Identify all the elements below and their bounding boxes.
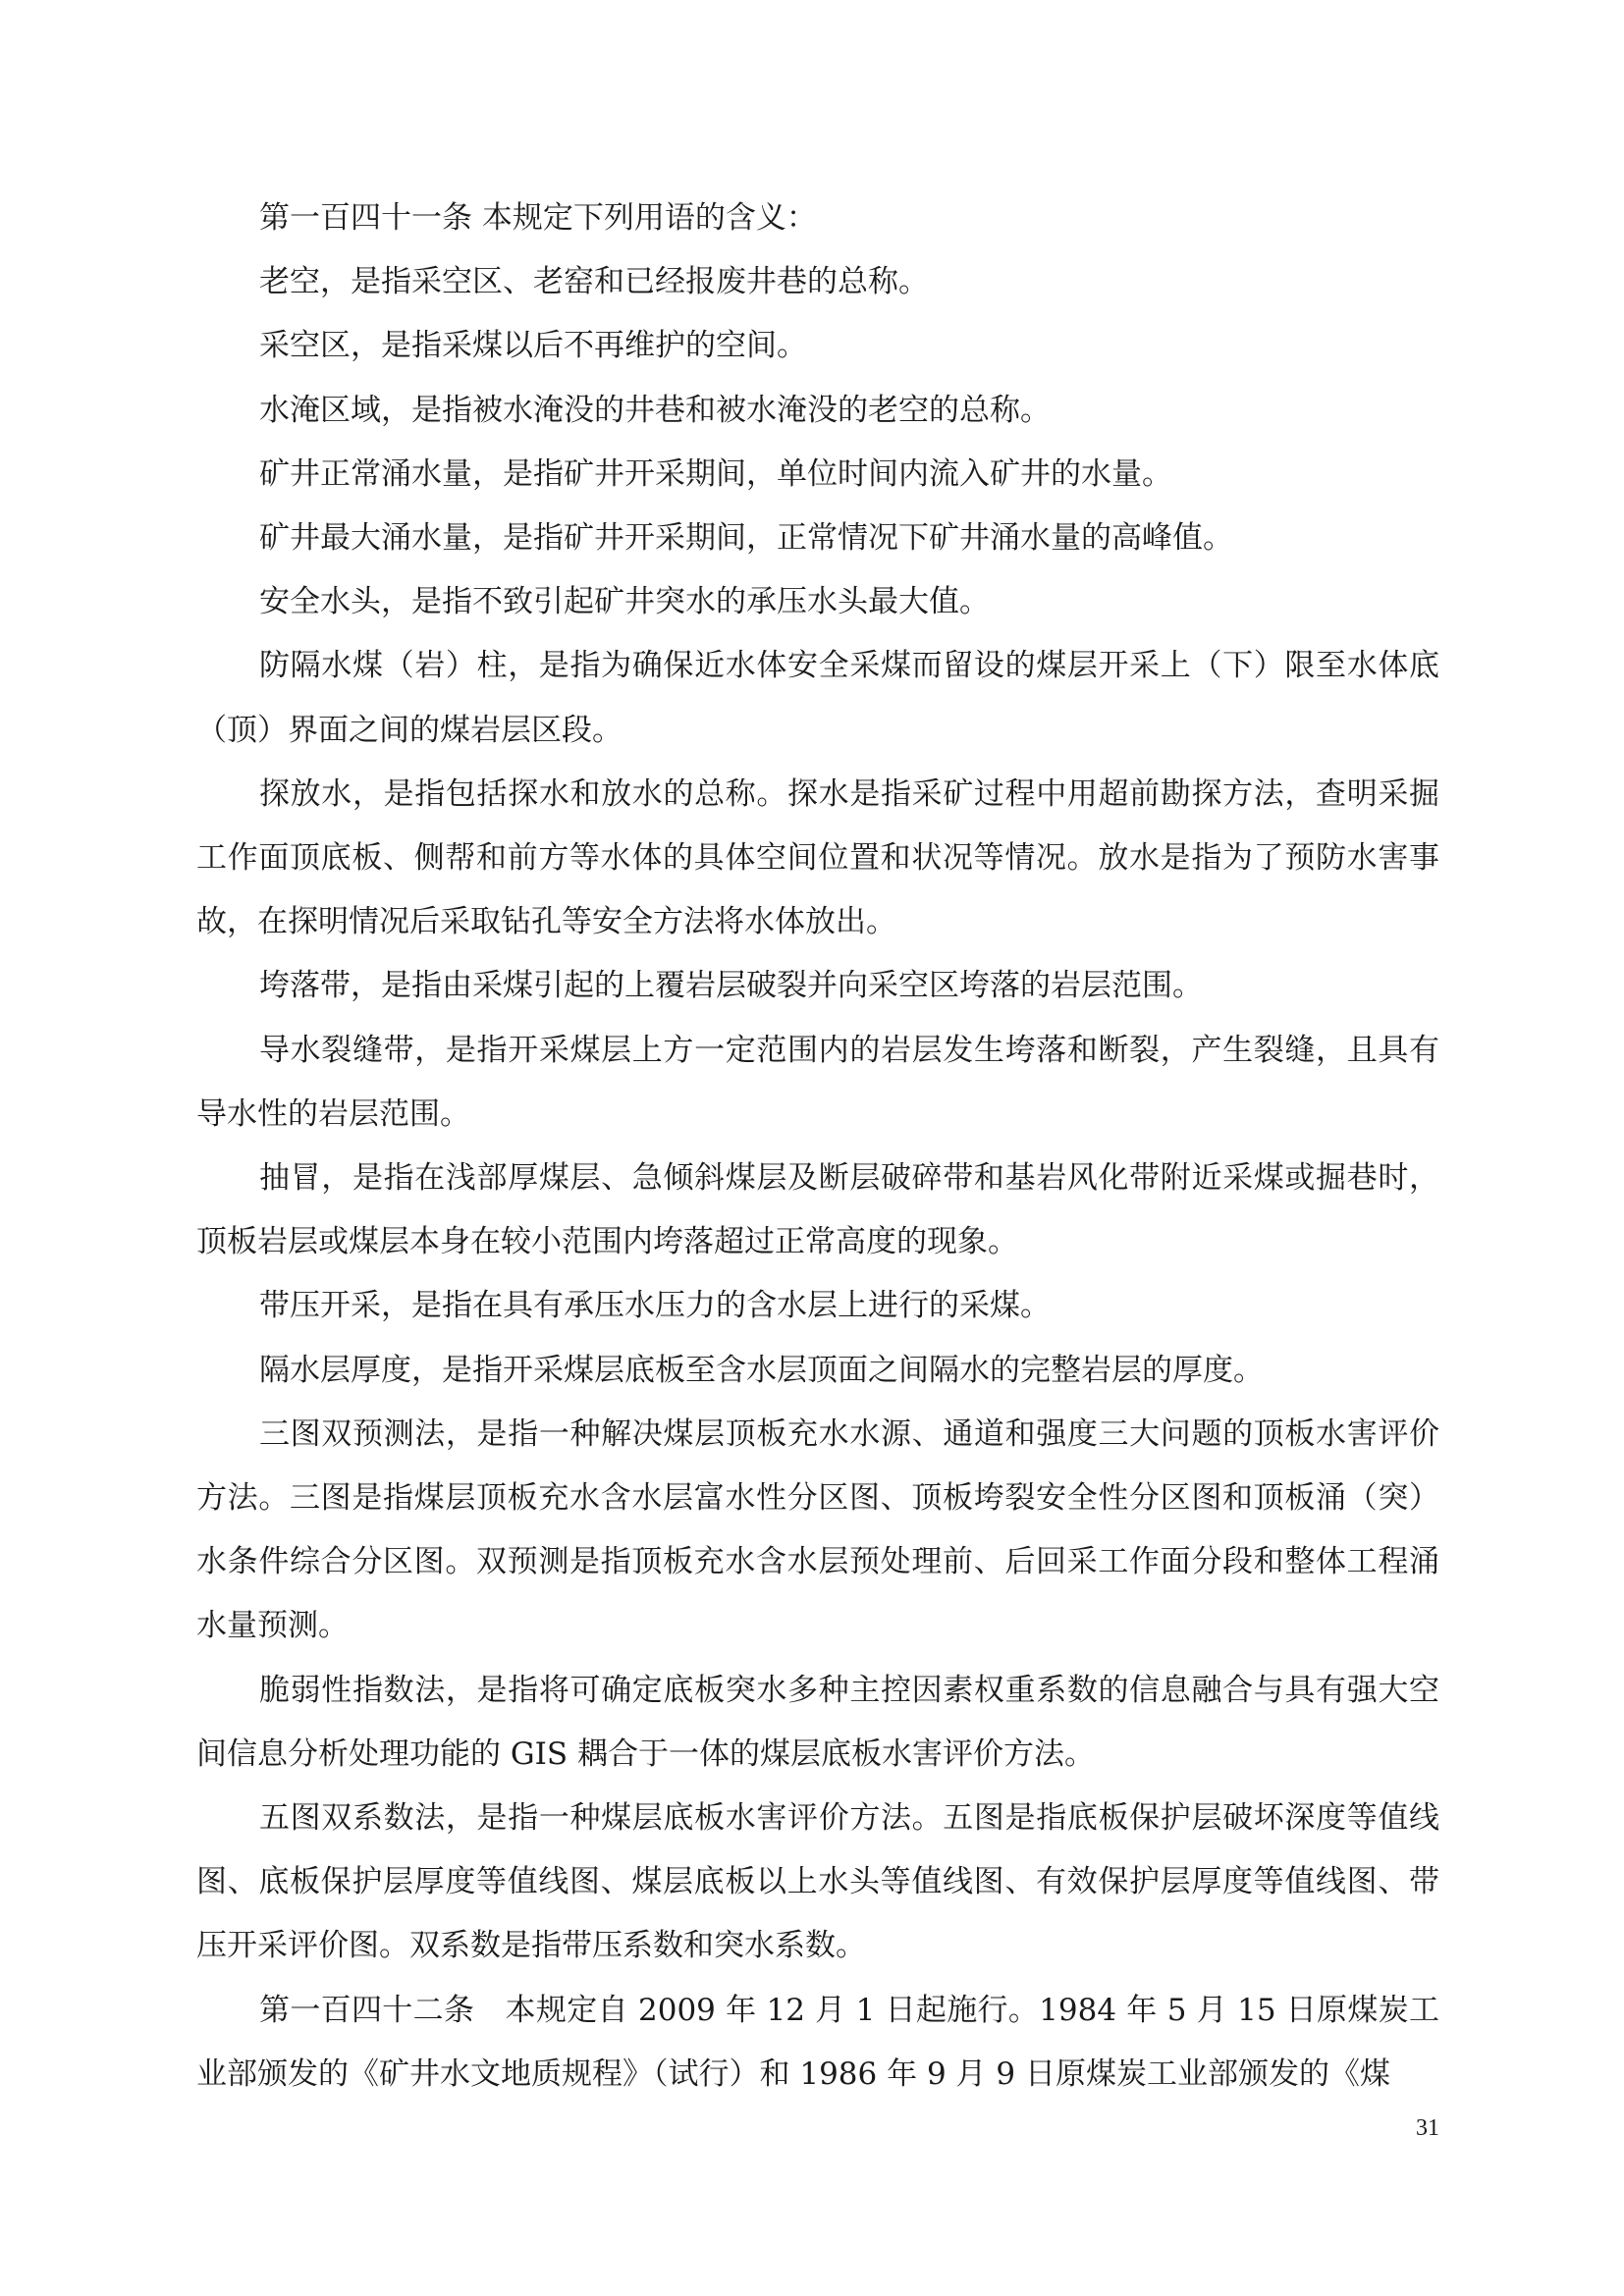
paragraph: 探放水，是指包括探水和放水的总称。探水是指采矿过程中用超前勘探方法，查明采掘工作面顶底板、侧帮和前方等水体的具体空间位置和状况等情况。放水是指为了预防水害事故，在探明情况后采取钻孔等安全方法将水体放出。 — [196, 775, 1439, 940]
paragraph: 带压开采，是指在具有承压水压力的含水层上进行的采煤。 — [259, 1288, 1051, 1324]
paragraph: 脆弱性指数法，是指将可确定底板突水多种主控因素权重系数的信息融合与具有强大空间信息分析处理功能的 GIS 耦合于一体的煤层底板水害评价方法。 — [196, 1672, 1439, 1772]
paragraph: 水淹区域，是指被水淹没的井巷和被水淹没的老空的总称。 — [259, 392, 1051, 428]
paragraph: 垮落带，是指由采煤引起的上覆岩层破裂并向采空区垮落的岩层范围。 — [259, 968, 1203, 1004]
paragraph: 抽冒，是指在浅部厚煤层、急倾斜煤层及断层破碎带和基岩风化带附近采煤或掘巷时，顶板岩层或煤层本身在较小范围内垮落超过正常高度的现象。 — [196, 1160, 1439, 1260]
paragraph: 采空区，是指采煤以后不再维护的空间。 — [259, 328, 807, 364]
paragraph: 导水裂缝带，是指开采煤层上方一定范围内的岩层发生垮落和断裂，产生裂缝，且具有导水性的岩层范围。 — [196, 1032, 1439, 1132]
paragraph: 第一百四十一条 本规定下列用语的含义： — [259, 200, 817, 236]
paragraph: 五图双系数法，是指一种煤层底板水害评价方法。五图是指底板保护层破坏深度等值线图、底板保护层厚度等值线图、煤层底板以上水头等值线图、有效保护层厚度等值线图、带压开采评价图。双系数是指带压系数和突水系数。 — [196, 1800, 1439, 1964]
paragraph: 三图双预测法，是指一种解决煤层顶板充水水源、通道和强度三大问题的顶板水害评价方法。三图是指煤层顶板充水含水层富水性分区图、顶板垮裂安全性分区图和顶板涌（突）水条件综合分区图。双预测是指顶板充水含水层预处理前、后回采工作面分段和整体工程涌水量预测。 — [196, 1415, 1439, 1644]
document-body — [196, 187, 1439, 2107]
paragraph: 矿井正常涌水量，是指矿井开采期间，单位时间内流入矿井的水量。 — [259, 455, 1172, 492]
page-number: 31 — [1416, 2115, 1439, 2141]
paragraph: 隔水层厚度，是指开采煤层底板至含水层顶面之间隔水的完整岩层的厚度。 — [259, 1352, 1264, 1388]
paragraph: 安全水头，是指不致引起矿井突水的承压水头最大值。 — [259, 584, 990, 620]
paragraph: 老空，是指采空区、老窑和已经报废井巷的总称。 — [259, 264, 929, 300]
paragraph: 第一百四十二条 本规定自 2009 年 12 月 1 日起施行。1984 年 5 月 15 日原煤炭工业部颁发的《矿井水文地质规程》（试行）和 1986 年 9 月 9 日原煤炭工业部颁发的《煤 — [196, 1992, 1439, 2092]
paragraph: 矿井最大涌水量，是指矿井开采期间，正常情况下矿井涌水量的高峰值。 — [259, 520, 1233, 557]
paragraph: 防隔水煤（岩）柱，是指为确保近水体安全采煤而留设的煤层开采上（下）限至水体底（顶）界面之间的煤岩层区段。 — [196, 648, 1439, 748]
